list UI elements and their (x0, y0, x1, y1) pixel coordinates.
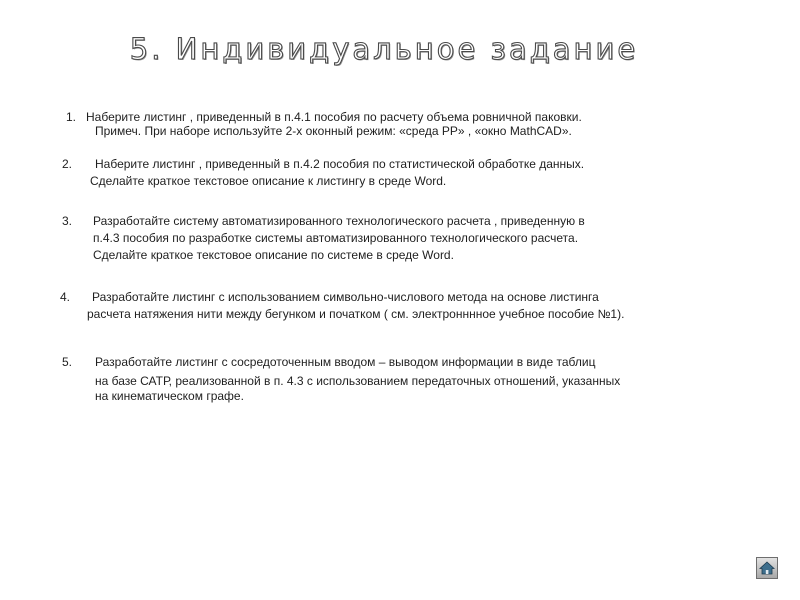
task-number: 2. (62, 157, 73, 171)
task-line: Наберите листинг , приведенный в п.4.2 пособия по статистической обработке данных. (95, 157, 585, 171)
task-line: Разработайте листинг с использованием символьно-числового метода на основе листинга (92, 290, 599, 304)
task-number: 3. (62, 214, 73, 228)
task-line: Разработайте систему автоматизированного технологического расчета , приведенную в (93, 214, 585, 228)
task-line: Сделайте краткое текстовое описание по системе в среде Word. (93, 248, 454, 262)
task-line: п.4.3 пособия по разработке системы автоматизированного технологического расчета. (93, 231, 579, 245)
task-line: расчета натяжения нити между бегунком и початком ( см. электронннное учебное пособие №1). (87, 307, 625, 321)
task-line: Сделайте краткое текстовое описание к листингу в среде Word. (90, 174, 447, 188)
task-line: на кинематическом графе. (95, 389, 244, 403)
task-line: Наберите листинг , приведенный в п.4.1 пособия по расчету объема ровничной паковки. (86, 110, 582, 124)
task-number: 5. (62, 355, 73, 369)
slide-title: 5. Индивидуальное задание (129, 32, 639, 66)
task-number: 1. (66, 110, 77, 124)
home-icon (759, 560, 775, 576)
task-line: Примеч. При наборе используйте 2-х оконный режим: «среда PP» , «окно MathCAD». (95, 124, 572, 138)
task-line: Разработайте листинг с сосредоточенным вводом – выводом информации в виде таблиц (95, 355, 596, 369)
task-line: на базе САТР, реализованной в п. 4.3 с использованием передаточных отношений, указанных (95, 374, 621, 388)
home-button[interactable] (756, 557, 778, 579)
task-number: 4. (60, 290, 71, 304)
